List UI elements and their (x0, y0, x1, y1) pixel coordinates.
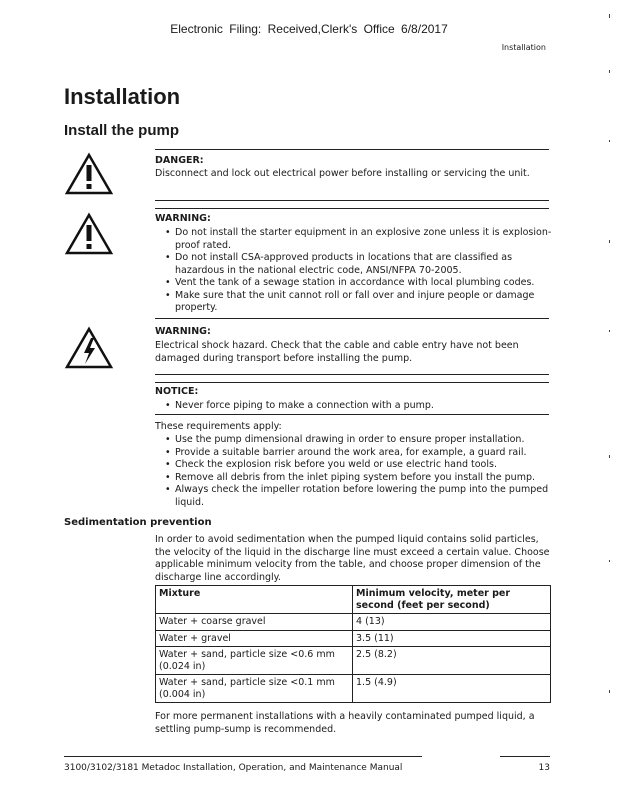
divider (155, 208, 549, 209)
list-item: • Always check the impeller rotation before lowering the pump into the pumped liquid. (175, 484, 560, 509)
table-cell: Water + sand, particle size <0.6 mm (0.024 in) (156, 647, 353, 675)
section-heading: Sedimentation prevention (64, 517, 212, 528)
footer-divider (64, 756, 422, 757)
table-header-row (156, 586, 551, 614)
page-number: 13 (538, 763, 550, 773)
section-title: Install the pump (64, 122, 180, 139)
warning-label: WARNING: (155, 326, 211, 337)
list-item: • Never force piping to make a connection with a pump. (175, 400, 555, 413)
closing-paragraph: For more permanent installations with a heavily contaminated pumped liquid, a settling pump-sump is recommended. (155, 711, 535, 735)
list-item: • Make sure that the unit cannot roll or fall over and injure people or damage property. (175, 290, 555, 315)
table-cell: Water + coarse gravel (156, 614, 353, 631)
table-cell: 2.5 (8.2) (353, 647, 551, 675)
table-row (156, 630, 551, 647)
divider (155, 200, 549, 201)
notice-label: NOTICE: (155, 386, 199, 397)
divider (155, 414, 549, 415)
page-title: Installation (64, 84, 181, 109)
warning-icon (64, 212, 114, 260)
notice-list (155, 400, 555, 413)
danger-label: DANGER: (155, 155, 204, 166)
table-cell: 1.5 (4.9) (353, 675, 551, 703)
warning-list (155, 227, 555, 315)
warning-text: Electrical shock hazard. Check that the cable and cable entry have not been damaged during transport before installing the pump. (155, 340, 519, 364)
footer-divider (500, 756, 550, 757)
requirements-intro: These requirements apply: (155, 421, 282, 432)
divider (155, 374, 549, 375)
scan-artifact (609, 455, 610, 458)
list-item: • Use the pump dimensional drawing in order to ensure proper installation. (175, 434, 560, 447)
requirements-list (155, 434, 560, 509)
list-item: • Do not install CSA-approved products in locations that are classified as hazardous in the national electric code, ANSI/NFPA 70-2005. (175, 252, 555, 277)
divider (155, 318, 549, 319)
divider (155, 382, 549, 383)
table-row (156, 647, 551, 675)
list-item: • Remove all debris from the inlet piping system before you install the pump. (175, 472, 560, 485)
electrical-hazard-icon (64, 326, 114, 374)
warning-label: WARNING: (155, 213, 211, 224)
list-item: • Provide a suitable barrier around the work area, for example, a guard rail. (175, 447, 560, 460)
scan-artifact (609, 690, 610, 693)
table-row (156, 675, 551, 703)
table-cell: 3.5 (11) (353, 630, 551, 647)
table-cell: Water + gravel (156, 630, 353, 647)
danger-warning-icon (64, 152, 114, 200)
table-header: Minimum velocity, meter per second (feet per second) (353, 586, 551, 614)
scan-artifact (609, 560, 610, 562)
scan-artifact (609, 240, 610, 243)
scan-artifact (609, 330, 610, 332)
table-header: Mixture (156, 586, 353, 614)
table-cell: Water + sand, particle size <0.1 mm (0.004 in) (156, 675, 353, 703)
footer-manual-title: 3100/3102/3181 Metadoc Installation, Operation, and Maintenance Manual (64, 763, 403, 773)
table-row (156, 614, 551, 631)
scan-artifact (609, 70, 610, 73)
scan-artifact (609, 14, 610, 18)
running-head: Installation (501, 43, 546, 52)
sedimentation-paragraph: In order to avoid sedimentation when the pumped liquid contains solid particles, the velocity of the liquid in the discharge line must exceed a certain value. Choose applicable minimum velocity from the table, and choose proper dimension of the discharge line accordingly. (155, 534, 550, 583)
filing-stamp: Electronic Filing: Received,Clerk's Office 6/8/2017 (170, 22, 448, 36)
mixture-table (155, 585, 551, 703)
danger-text: Disconnect and lock out electrical power before installing or servicing the unit. (155, 168, 530, 179)
list-item: • Check the explosion risk before you weld or use electric hand tools. (175, 459, 560, 472)
list-item: • Do not install the starter equipment in an explosive zone unless it is explosion-proof rated. (175, 227, 555, 252)
table-cell: 4 (13) (353, 614, 551, 631)
scan-artifact (609, 140, 610, 142)
list-item: • Vent the tank of a sewage station in accordance with local plumbing codes. (175, 277, 555, 290)
divider (155, 149, 549, 150)
